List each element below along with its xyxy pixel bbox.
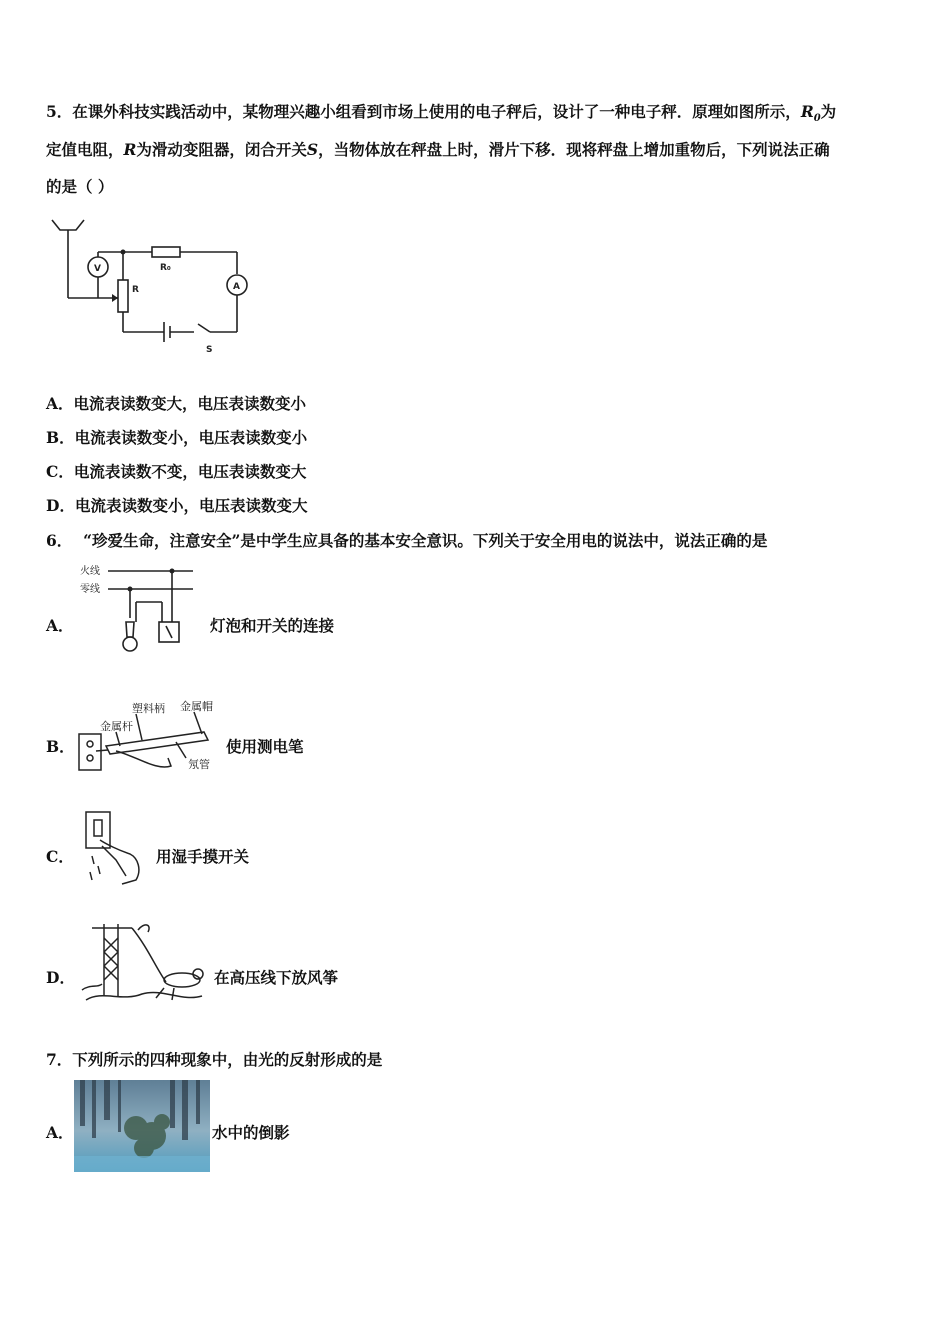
voltmeter-label: V <box>94 264 101 274</box>
q6-b-diagram <box>76 696 226 778</box>
q5-option-d[interactable]: D．电流表读数变小，电压表读数变大 <box>46 496 308 515</box>
q5-line-1: 5．在课外科技实践活动中，某物理兴趣小组看到市场上使用的电子秤后，设计了一种电子秤．原理如图所示，$R_0$为 <box>46 102 837 125</box>
q6-option-d-text: 在高压线下放风筝 <box>214 968 339 987</box>
s-label: S <box>206 345 213 355</box>
ammeter-label: A <box>233 282 240 292</box>
q5-option-a[interactable]: A．电流表读数变大，电压表读数变小 <box>46 394 307 413</box>
svg-text:火线: 火线 <box>80 566 100 577</box>
q6-d-diagram <box>82 918 212 1010</box>
q6-stem: 6． “珍爱生命，注意安全”是中学生应具备的基本安全意识。下列关于安全用电的说法中，说法正确的是 <box>46 531 768 550</box>
metal-cap-label: 金属帽 <box>180 700 213 713</box>
q6-option-c-letter[interactable]: C． <box>46 847 74 866</box>
q5-line-3: 的是（ ） <box>46 177 114 196</box>
plastic-handle-label: 塑料柄 <box>132 702 165 715</box>
svg-text:零线: 零线 <box>80 584 100 595</box>
q6-a-diagram <box>78 562 198 662</box>
metal-rod-label: 金属杆 <box>100 720 133 733</box>
r-label: R <box>132 285 139 295</box>
q7-a-reflection-photo <box>74 1080 210 1172</box>
q6-option-a-text: 灯泡和开关的连接 <box>210 616 335 635</box>
q6-c-diagram <box>82 810 148 886</box>
q6-option-b-letter[interactable]: B． <box>46 737 75 756</box>
q5-option-c[interactable]: C．电流表读数不变，电压表读数变大 <box>46 462 307 481</box>
q7-option-a-letter[interactable]: A． <box>46 1123 74 1142</box>
q5-line-2: 定值电阻，R为滑动变阻器，闭合开关S，当物体放在秤盘上时，滑片下移．现将秤盘上增加重物后，下列说法正确 <box>46 140 830 159</box>
q7-stem: 7．下列所示的四种现象中，由光的反射形成的是 <box>46 1050 383 1069</box>
q6-option-a-letter[interactable]: A． <box>46 616 74 635</box>
q6-option-b-text: 使用测电笔 <box>226 737 304 756</box>
q7-option-a-text: 水中的倒影 <box>212 1123 290 1142</box>
q6-option-d-letter[interactable]: D． <box>46 968 75 987</box>
q5-option-b[interactable]: B．电流表读数变小，电压表读数变小 <box>46 428 308 447</box>
r0-label: R₀ <box>160 263 171 273</box>
q6-option-c-text: 用湿手摸开关 <box>156 847 250 866</box>
q5-circuit-diagram <box>46 212 256 357</box>
neon-label: 氖管 <box>188 758 210 771</box>
